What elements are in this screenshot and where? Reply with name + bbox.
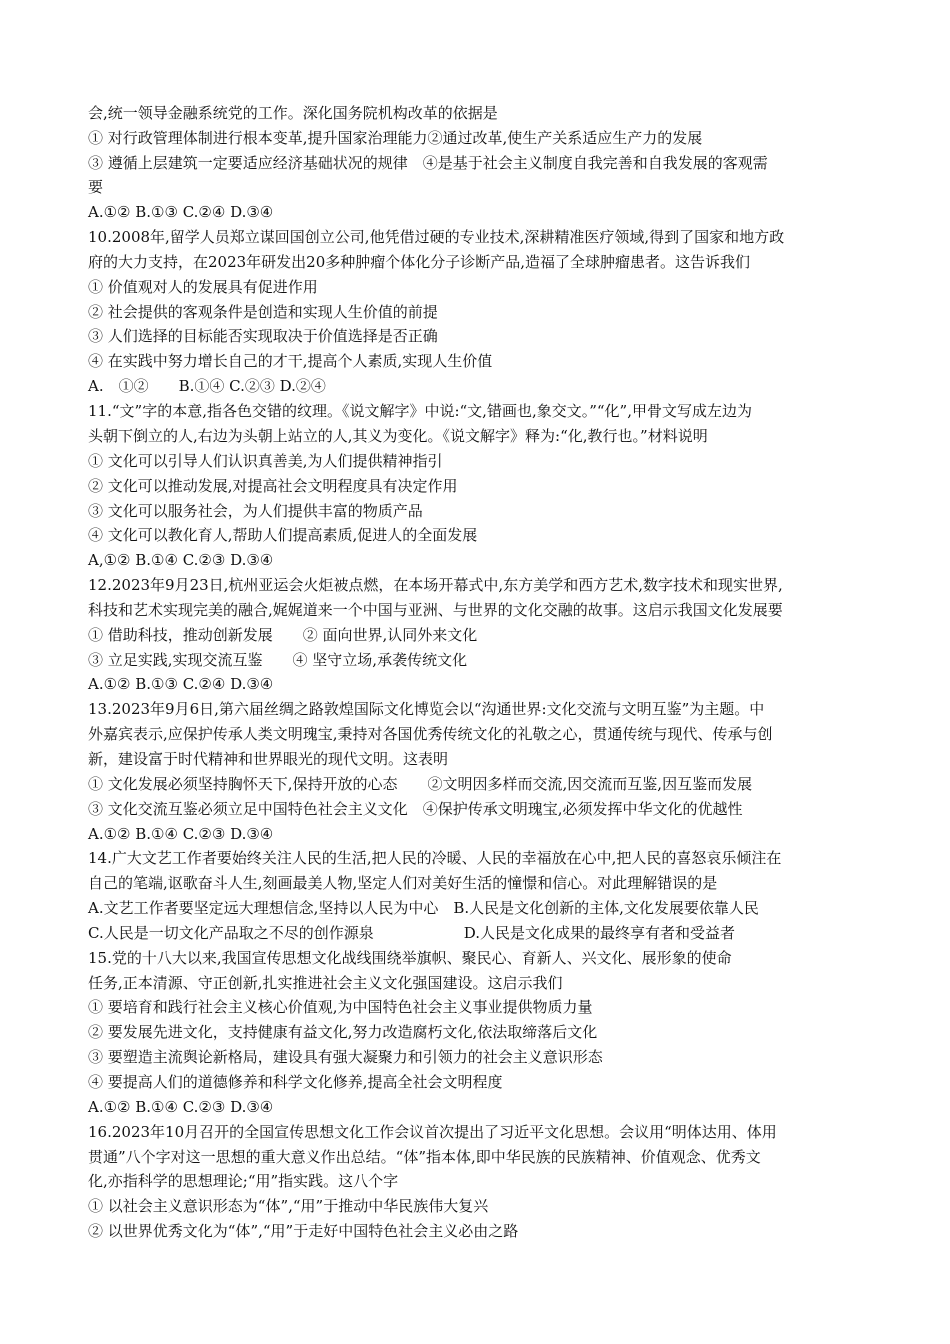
answer-choices: A.①② B.①④ C.②③ D.③④ — [88, 1098, 274, 1116]
answer-choices: A.①② B.①③ C.②④ D.③④ — [88, 675, 274, 693]
text-line: 要 — [88, 178, 104, 196]
question-15: 15.党的十八大以来,我国宣传思想文化战线围绕举旗帜、聚民心、育新人、兴文化、展形象的使命 — [88, 949, 732, 967]
option-line: ① 以社会主义意识形态为“体”,“用”于推动中华民族伟大复兴 — [88, 1197, 489, 1215]
text-line: 化,亦指科学的思想理论;“用”指实践。这八个字 — [88, 1172, 399, 1190]
option-line: A.文艺工作者要坚定远大理想信念,坚持以人民为中心 B.人民是文化创新的主体,文化发展要依靠人民 — [88, 899, 759, 917]
option-line: ③ 人们选择的目标能否实现取决于价值选择是否正确 — [88, 327, 438, 345]
option-line: ① 对行政管理体制进行根本变革,提升国家治理能力②通过改革,使生产关系适应生产力的发展 — [88, 129, 703, 147]
answer-choices: A.①② B.①③ C.②④ D.③④ — [88, 203, 274, 221]
option-line: ④ 在实践中努力增长自己的才干,提高个人素质,实现人生价值 — [88, 352, 493, 370]
answer-choices: A,①② B.①④ C.②③ D.③④ — [88, 551, 274, 569]
option-line: ② 社会提供的客观条件是创造和实现人生价值的前提 — [88, 303, 438, 321]
option-line: C.人民是一切文化产品取之不尽的创作源泉 D.人民是文化成果的最终享有者和受益者 — [88, 924, 735, 942]
option-line: ③ 遵循上层建筑一定要适应经济基础状况的规律 ④是基于社会主义制度自我完善和自我发展的客观需 — [88, 154, 768, 172]
text-line: 自己的笔端,讴歌奋斗人生,刻画最美人物,坚定人们对美好生活的憧憬和信心。对此理解错误的是 — [88, 874, 718, 892]
option-line: ① 借助科技，推动创新发展 ② 面向世界,认同外来文化 — [88, 626, 478, 644]
option-line: ③ 立足实践,实现交流互鉴 ④ 坚守立场,承袭传统文化 — [88, 651, 468, 669]
text-line: 任务,正本清源、守正创新,扎实推进社会主义文化强国建设。这启示我们 — [88, 974, 563, 992]
text-line: 科技和艺术实现完美的融合,娓娓道来一个中国与亚洲、与世界的文化交融的故事。这启示我国文化发展要 — [88, 601, 783, 619]
option-line: ① 文化可以引导人们认识真善美,为人们提供精神指引 — [88, 452, 443, 470]
answer-choices: A.①② B.①④ C.②③ D.③④ — [88, 825, 274, 843]
option-line: ② 文化可以推动发展,对提高社会文明程度具有决定作用 — [88, 477, 458, 495]
question-14: 14.广大文艺工作者要始终关注人民的生活,把人民的冷暖、人民的幸福放在心中,把人民的喜怒哀乐倾注在 — [88, 849, 782, 867]
option-line: ① 文化发展必须坚持胸怀天下,保持开放的心态 ②文明因多样而交流,因交流而互鉴,因互鉴而发展 — [88, 775, 753, 793]
option-line: ① 要培育和践行社会主义核心价值观,为中国特色社会主义事业提供物质力量 — [88, 998, 593, 1016]
option-line: ① 价值观对人的发展具有促进作用 — [88, 278, 318, 296]
text-line: 贯通”八个字对这一思想的重大意义作出总结。“体”指本体,即中华民族的民族精神、价值观念、优秀文 — [88, 1148, 761, 1166]
question-16: 16.2023年10月召开的全国宣传思想文化工作会议首次提出了习近平文化思想。会议用“明体达用、体用 — [88, 1123, 777, 1141]
option-line: ④ 要提高人们的道德修养和科学文化修养,提高全社会文明程度 — [88, 1073, 503, 1091]
question-13: 13.2023年9月6日,第六届丝绸之路敦煌国际文化博览会以“沟通世界:文化交流与文明互鉴”为主题。中 — [88, 700, 765, 718]
text-line: 新，建设富于时代精神和世界眼光的现代文明。这表明 — [88, 750, 449, 768]
option-line: ② 要发展先进文化，支持健康有益文化,努力改造腐朽文化,依法取缔落后文化 — [88, 1023, 598, 1041]
text-line: 会,统一领导金融系统党的工作。深化国务院机构改革的依据是 — [88, 104, 498, 122]
text-line: 外嘉宾表示,应保护传承人类文明瑰宝,秉持对各国优秀传统文化的礼敬之心，贯通传统与现代、传承与创 — [88, 725, 773, 743]
option-line: ② 以世界优秀文化为“体”,“用”于走好中国特色社会主义必由之路 — [88, 1222, 519, 1240]
text-line: 府的大力支持，在2023年研发出20多种肿瘤个体化分子诊断产品,造福了全球肿瘤患者。这告诉我们 — [88, 253, 751, 271]
option-line: ③ 要塑造主流舆论新格局，建设具有强大凝聚力和引领力的社会主义意识形态 — [88, 1048, 603, 1066]
answer-choices: A. ①② B.①④ C.②③ D.②④ — [88, 377, 326, 395]
question-12: 12.2023年9月23日,杭州亚运会火炬被点燃，在本场开幕式中,东方美学和西方艺术,数字技术和现实世界, — [88, 576, 783, 594]
question-10: 10.2008年,留学人员郑立谋回国创立公司,他凭借过硬的专业技术,深耕精准医疗领域,得到了国家和地方政 — [88, 228, 785, 246]
text-line: 头朝下倒立的人,右边为头朝上站立的人,其义为变化。《说文解字》释为:“化,教行也。”材料说明 — [88, 427, 708, 445]
question-11: 11.“文”字的本意,指各色交错的纹理。《说文解字》中说:“文,错画也,象交文。”“化”,甲骨文写成左边为 — [88, 402, 752, 420]
option-line: ④ 文化可以教化育人,帮助人们提高素质,促进人的全面发展 — [88, 526, 478, 544]
option-line: ③ 文化交流互鉴必须立足中国特色社会主义文化 ④保护传承文明瑰宝,必须发挥中华文化的优越性 — [88, 800, 743, 818]
option-line: ③ 文化可以服务社会，为人们提供丰富的物质产品 — [88, 502, 423, 520]
